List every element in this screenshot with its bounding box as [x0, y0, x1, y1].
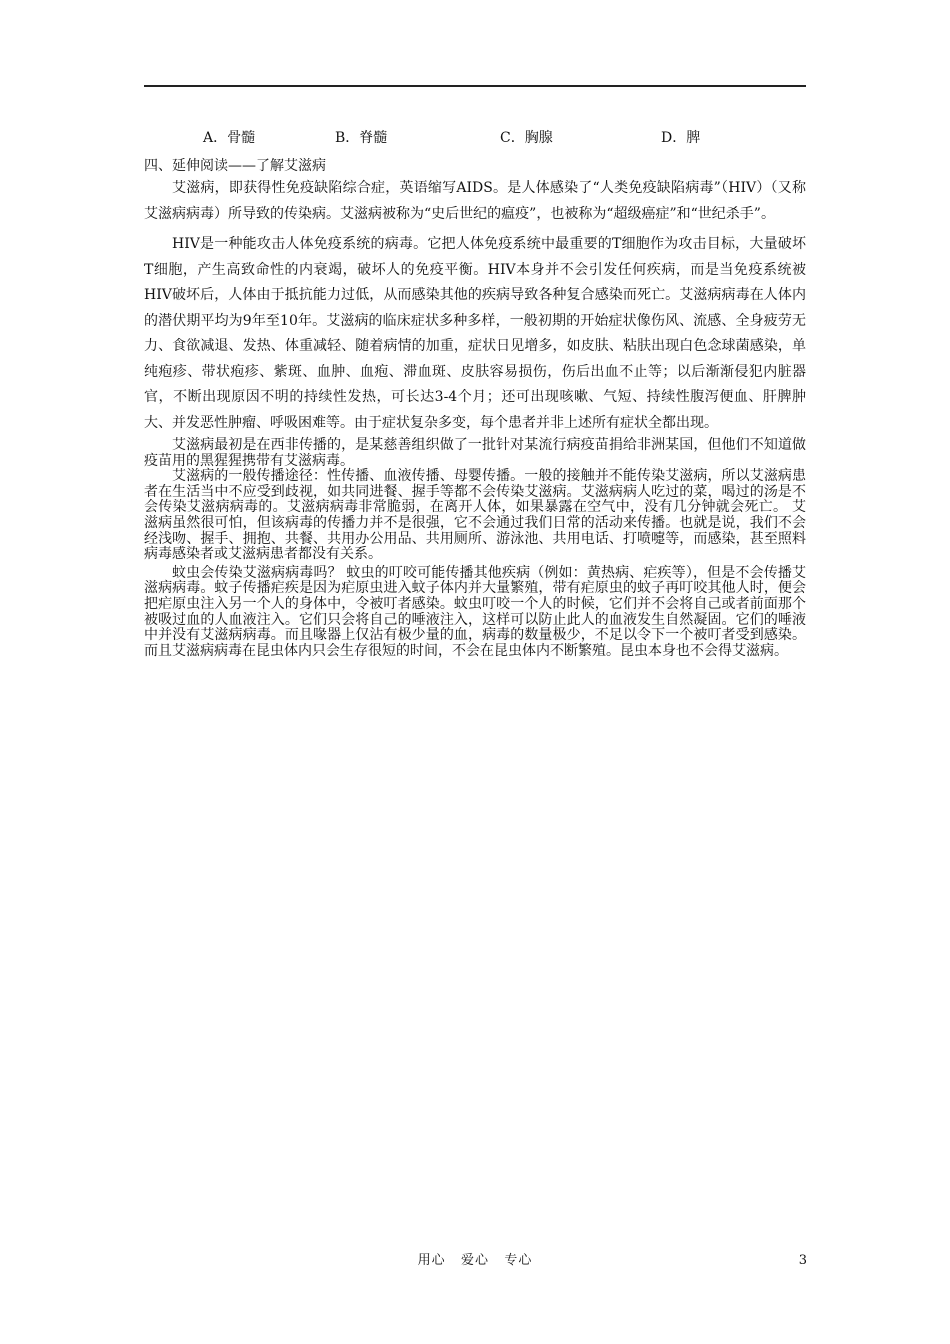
page-footer: [0, 1251, 950, 1271]
option-c: C．胸腺: [500, 130, 553, 146]
reading-section: [144, 156, 806, 659]
paragraph-hiv-symptoms: HIV是一种能攻击人体免疫系统的病毒。它把人体免疫系统中最重要的T细胞作为攻击目标，大量破坏T细胞，产生高致命性的内衰竭，破坏人的免疫平衡。HIV本身并不会引发任何疾病，而是当免疫系统被HIV破坏后，人体由于抵抗能力过低，从而感染其他的疾病导致各种复合感染而死亡。艾滋病病毒在人体内的潜伏期平均为9年至10年。艾滋病的临床症状多种多样，一般初期的开始症状像伤风、流感、全身疲劳无力、食欲减退、发热、体重减轻、随着病情的加重，症状日见增多，如皮肤、粘肤出现白色念球菌感染，单纯疱疹、带状疱疹、紫斑、血肿、血疱、滞血斑、皮肤容易损伤，伤后出血不止等；以后渐渐侵犯内脏器官，不断出现原因不明的持续性发热，可长达3-4个月；还可出现咳嗽、气短、持续性腹泻便血、肝脾肿大、并发恶性肿瘤、呼吸困难等。由于症状复杂多变，每个患者并非上述所有症状全都出现。: [144, 236, 806, 431]
header-rule: [144, 85, 806, 87]
footer-motto: 用心 爱心 专心: [417, 1253, 533, 1268]
paragraph-origin: 艾滋病最初是在西非传播的，是某慈善组织做了一批针对某流行病疫苗捐给非洲某国，但他们不知道做疫苗用的黑猩猩携带有艾滋病毒。: [144, 437, 806, 469]
page-number: 3: [798, 1253, 807, 1268]
paragraph-mosquito: 蚊虫会传染艾滋病病毒吗？ 蚊虫的叮咬可能传播其他疾病（例如：黄热病、疟疾等），但是不会传播艾滋病病毒。蚊子传播疟疾是因为疟原虫进入蚊子体内并大量繁殖，带有疟原虫的蚊子再叮咬其他人时，便会把疟原虫注入另一个人的身体中，令被叮者感染。蚊虫叮咬一个人的时候，它们并不会将自己或者前面那个被吸过血的人血液注入。它们只会将自己的唾液注入，这样可以防止此人的血液发生自然凝固。它们的唾液中并没有艾滋病病毒。而且喙器上仅沾有极少量的血，病毒的数量极少，不足以令下一个被叮者受到感染。而且艾滋病病毒在昆虫体内只会生存很短的时间，不会在昆虫体内不断繁殖。昆虫本身也不会得艾滋病。: [144, 564, 806, 659]
section-heading: 四、延伸阅读——了解艾滋病: [144, 158, 326, 174]
answer-options: [203, 128, 763, 148]
paragraph-definition: 艾滋病，即获得性免疫缺陷综合症，英语缩写AIDS。是人体感染了“人类免疫缺陷病毒”（HIV）（又称艾滋病病毒）所导致的传染病。艾滋病被称为“史后世纪的瘟疫”，也被称为“超级癌症”和“世纪杀手”。: [144, 180, 806, 222]
paragraph-transmission: 艾滋病的一般传播途径：性传播、血液传播、母婴传播。一般的接触并不能传染艾滋病，所以艾滋病患者在生活当中不应受到歧视，如共同进餐、握手等都不会传染艾滋病。艾滋病病人吃过的菜，喝过的汤是不会传染艾滋病病毒的。艾滋病病毒非常脆弱，在离开人体，如果暴露在空气中，没有几分钟就会死亡。 艾滋病虽然很可怕，但该病毒的传播力并不是很强，它不会通过我们日常的活动来传播。也就是说，我们不会经浅吻、握手、拥抱、共餐、共用办公用品、共用厕所、游泳池、共用电话、打喷嚏等，而感染，甚至照料病毒感染者或艾滋病患者都没有关系。: [144, 468, 806, 563]
option-b: B．脊髓: [335, 130, 388, 146]
option-a: A．骨髓: [203, 130, 256, 146]
option-d: D．脾: [661, 130, 701, 146]
